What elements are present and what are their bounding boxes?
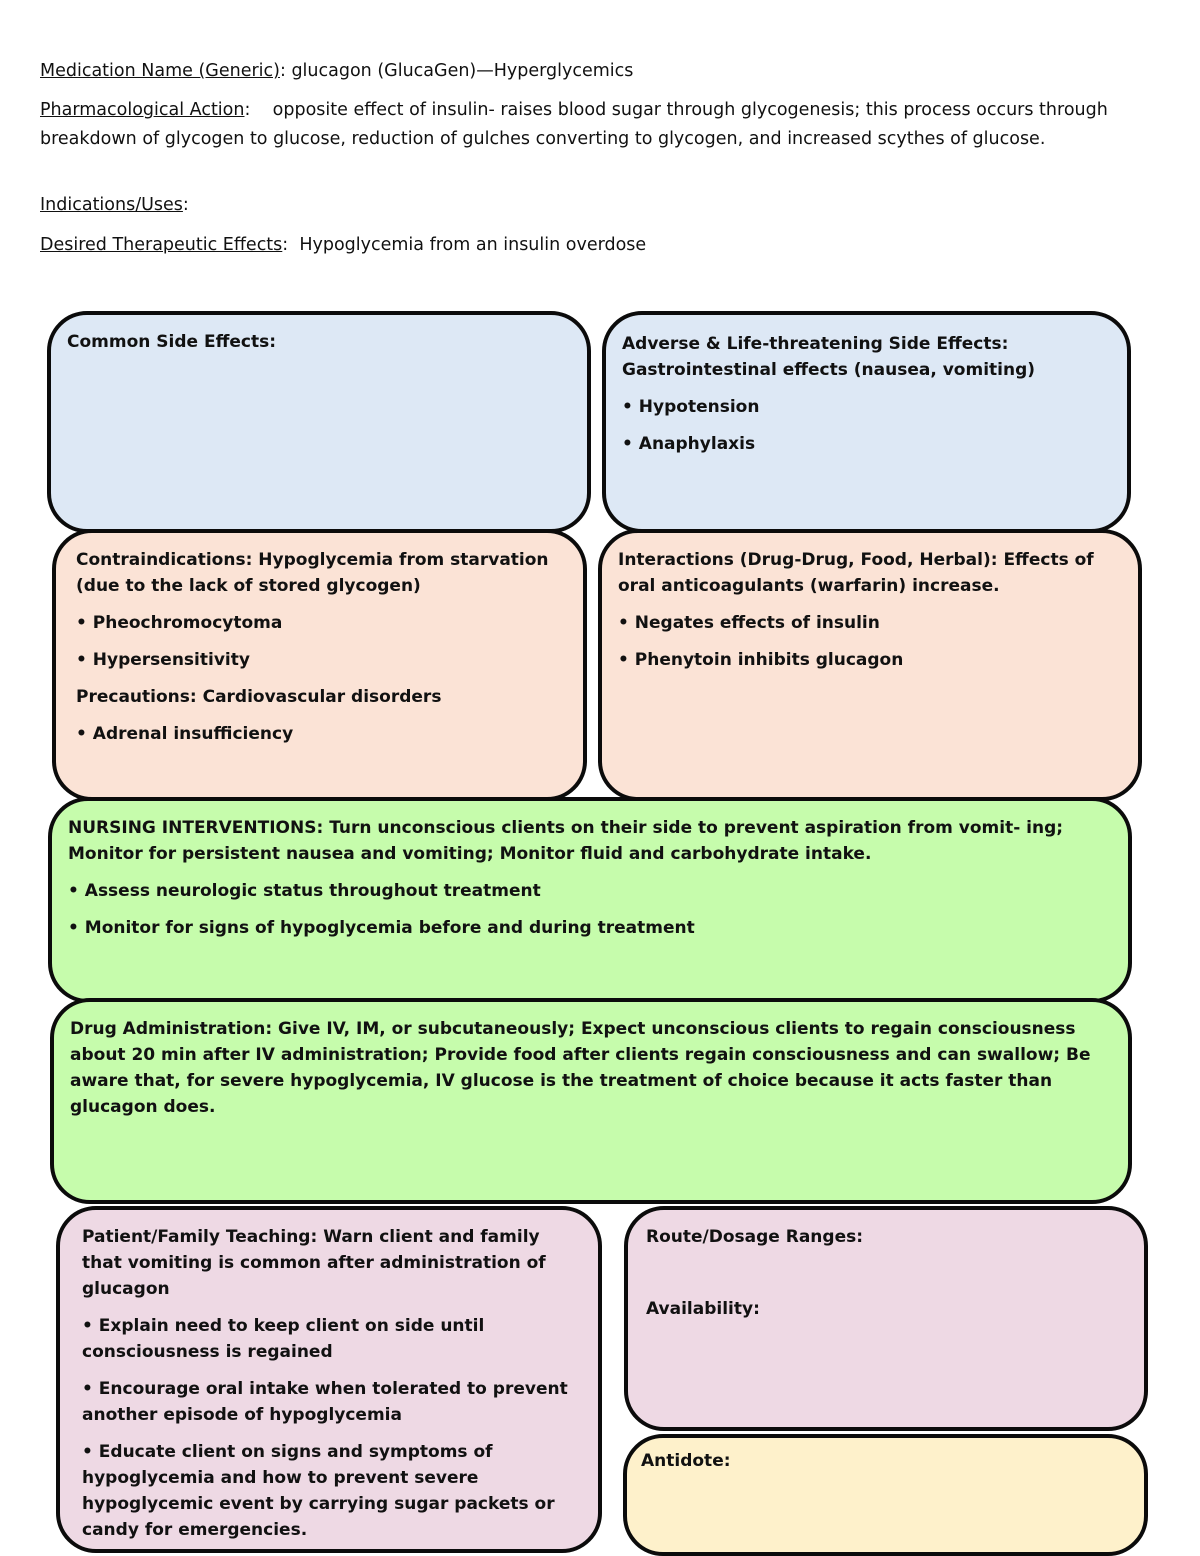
teaching-item: • Educate client on signs and symptoms of hypoglycemia and how to prevent severe hypoglycemic event by carrying sugar packets or candy for emergencies. (82, 1442, 555, 1540)
nursing-item: • Assess neurologic status throughout treatment (68, 881, 541, 901)
adverse-effects-box (602, 311, 1131, 533)
antidote-box (623, 1434, 1148, 1556)
desired-effects-value: Hypoglycemia from an insulin overdose (299, 235, 647, 255)
route-dosage-title: Route/Dosage Ranges: (646, 1227, 864, 1247)
availability-label: Availability: (646, 1299, 760, 1319)
contraindications-box (52, 529, 587, 801)
medication-name-value: glucagon (GlucaGen)—Hyperglycemics (291, 61, 634, 81)
common-side-effects-title: Common Side Effects: (67, 332, 277, 352)
interactions-box (598, 529, 1142, 801)
precaution-item: • Adrenal insufficiency (76, 724, 294, 744)
common-side-effects-box (47, 311, 591, 533)
indications-label: Indications/Uses (40, 195, 183, 215)
antidote-title: Antidote: (641, 1451, 731, 1471)
teaching-item: • Explain need to keep client on side until consciousness is regained (82, 1316, 485, 1362)
nursing-interventions-title: NURSING INTERVENTIONS: Turn unconscious clients on their side to prevent aspiration from vomit- ing; Monitor for persistent nausea and vomiting; Monitor fluid and carbohydrate intake. (68, 818, 1064, 864)
pharmacological-action-label: Pharmacological Action (40, 100, 245, 120)
pharmacological-action-value: opposite effect of insulin- raises blood sugar through glycogenesis; this process occurs through breakdown of glycogen to glucose, reduction of gulches converting to glycogen, and increased scythes of glucose. (40, 100, 1108, 149)
contraindication-item: • Hypersensitivity (76, 650, 250, 670)
contraindication-item: • Pheochromocytoma (76, 613, 283, 633)
drug-administration-text: Drug Administration: Give IV, IM, or subcutaneously; Expect unconscious clients to regain consciousness about 20 min after IV administration; Provide food after clients regain consciousness and can swallow; Be aware that, for severe hypoglycemia, IV glucose is the treatment of choice because it acts faster than glucagon does. (70, 1019, 1091, 1117)
medication-name-line: Medication Name (Generic): glucagon (GlucaGen)—Hyperglycemics (40, 61, 634, 81)
precautions-title: Precautions: Cardiovascular disorders (76, 687, 442, 707)
adverse-item: • Hypotension (622, 397, 760, 417)
patient-teaching-box (56, 1206, 602, 1553)
nursing-item: • Monitor for signs of hypoglycemia before and during treatment (68, 918, 695, 938)
pharmacological-action-line: Pharmacological Action: opposite effect of insulin- raises blood sugar through glycogenesis; this process occurs through breakdown of glycogen to glucose, reduction of gulches converting to glycogen, and increased scythes of glucose. (40, 100, 1108, 149)
interactions-title: Interactions (Drug-Drug, Food, Herbal): Effects of oral anticoagulants (warfarin) increase. (618, 550, 1094, 596)
interaction-item: • Negates effects of insulin (618, 613, 880, 633)
route-dosage-box (624, 1206, 1148, 1431)
drug-administration-box (50, 998, 1132, 1204)
desired-effects-label: Desired Therapeutic Effects (40, 235, 283, 255)
adverse-item: • Anaphylaxis (622, 434, 756, 454)
patient-teaching-title: Patient/Family Teaching: Warn client and family that vomiting is common after administration of glucagon (82, 1227, 546, 1299)
indications-line: Indications/Uses: (40, 195, 189, 215)
contraindications-title: Contraindications: Hypoglycemia from starvation (due to the lack of stored glycogen) (76, 550, 549, 596)
adverse-effects-line: Gastrointestinal effects (nausea, vomiting) (622, 360, 1036, 380)
medication-name-label: Medication Name (Generic) (40, 61, 280, 81)
adverse-effects-title: Adverse & Life-threatening Side Effects: (622, 334, 1009, 354)
desired-effects-line: Desired Therapeutic Effects: Hypoglycemia from an insulin overdose (40, 235, 647, 255)
interaction-item: • Phenytoin inhibits glucagon (618, 650, 904, 670)
nursing-interventions-box (48, 797, 1132, 1003)
teaching-item: • Encourage oral intake when tolerated to prevent another episode of hypoglycemia (82, 1379, 568, 1425)
